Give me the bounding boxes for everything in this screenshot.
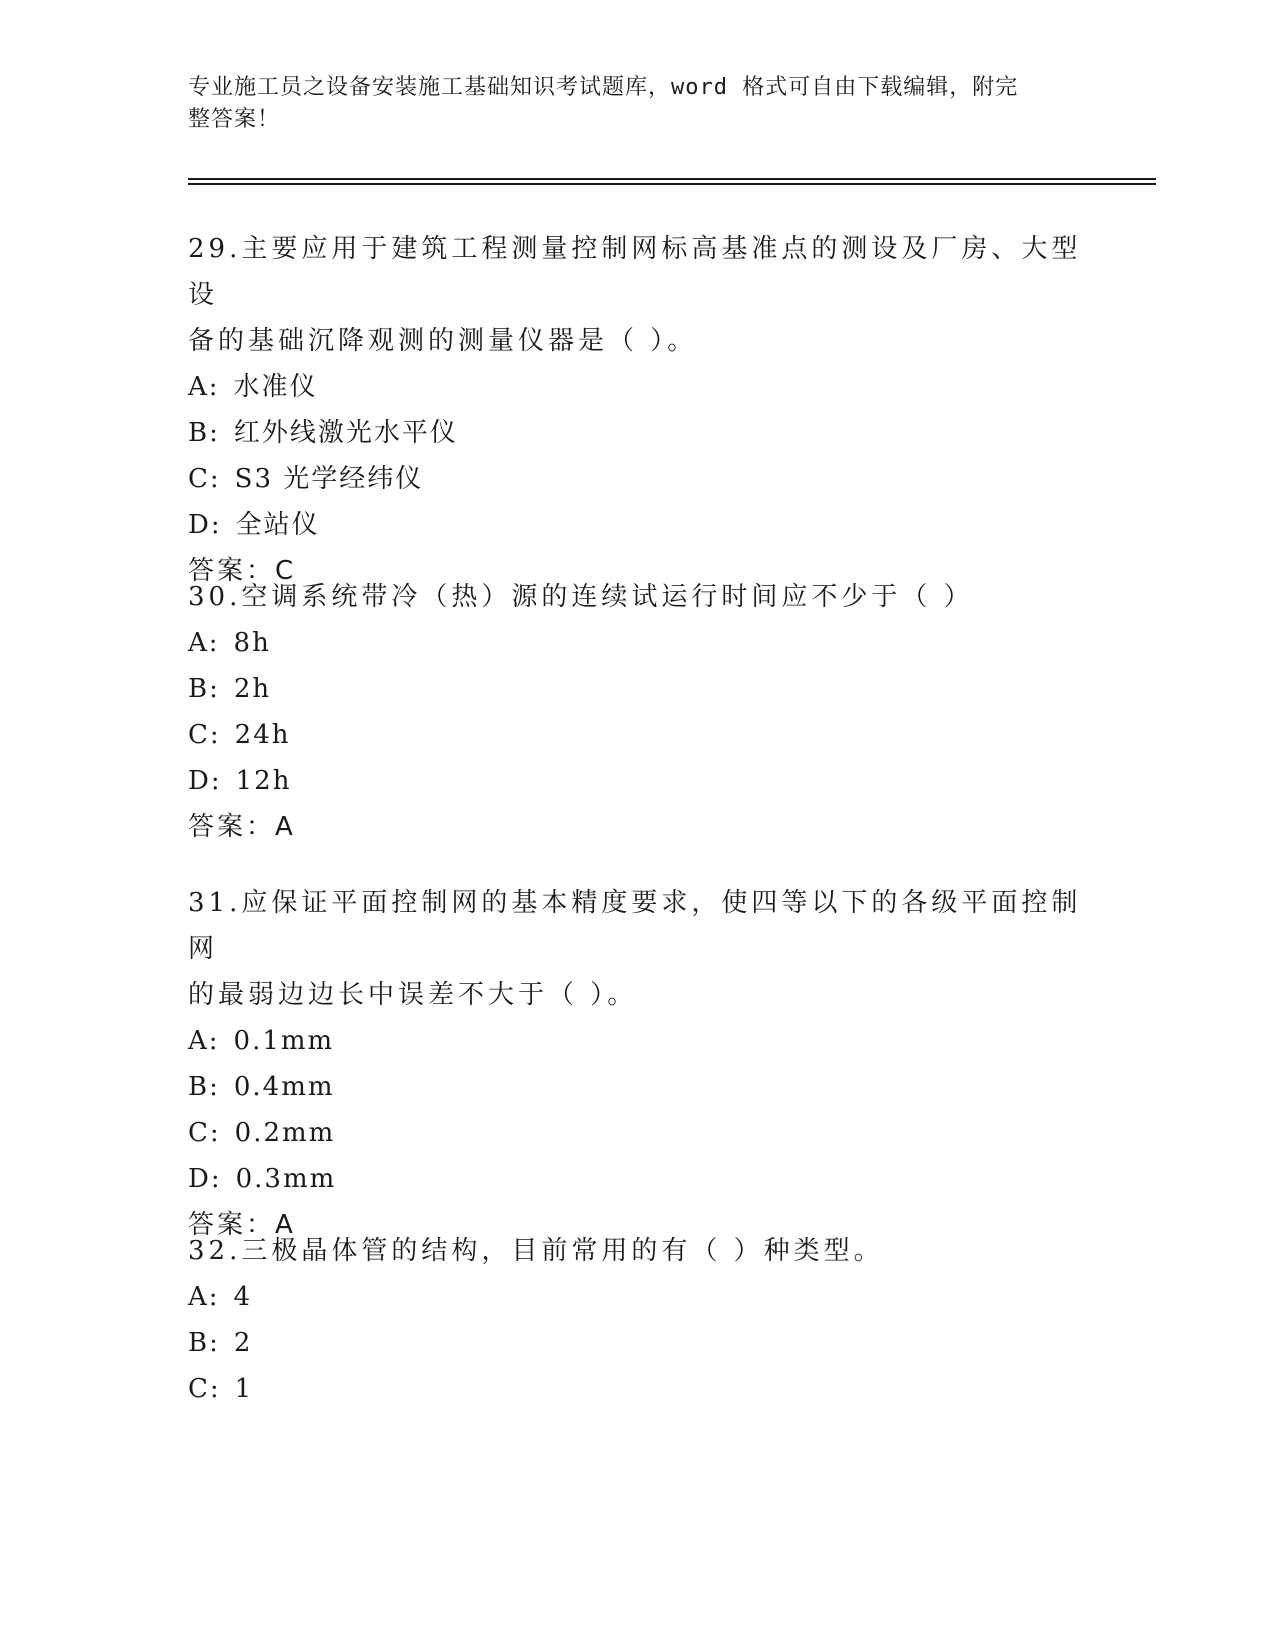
option-c [188,1110,1088,1156]
question-31 [188,880,1088,1248]
option-c [188,1366,1088,1412]
option-text: 1 [234,1374,254,1404]
option-b [188,1064,1088,1110]
option-c [188,456,1088,502]
option-key: B: [188,1328,220,1358]
question-29 [188,226,1088,594]
question-stem-line: 31.应保证平面控制网的基本精度要求，使四等以下的各级平面控制网 [188,888,1082,964]
option-key: B: [188,418,220,448]
option-a [188,1018,1088,1064]
option-text: 0.1mm [233,1026,335,1056]
option-key: D: [188,766,222,796]
question-stem-line: 29.主要应用于建筑工程测量控制网标高基准点的测设及厂房、大型设 [188,234,1082,310]
question-stem-line: 的最弱边边长中误差不大于（ ）。 [188,980,638,1010]
option-key: B: [188,674,220,704]
question-32 [188,1228,1088,1412]
option-text: S3 光学经纬仪 [234,464,424,494]
option-text: 24h [234,720,291,750]
option-d [188,758,1088,804]
option-a [188,364,1088,410]
option-key: A: [188,372,220,402]
option-text: 8h [233,628,271,658]
option-key: A: [188,1026,220,1056]
header-divider-bottom [188,183,1156,185]
option-text: 0.3mm [235,1164,337,1194]
answer-label: 答案：A [188,812,296,842]
question-stem-line: 30.空调系统带冷（热）源的连续试运行时间应不少于（ ） [188,582,974,612]
header-line-1: 专业施工员之设备安装施工基础知识考试题库，word 格式可自由下载编辑，附完 [188,75,1019,100]
question-stem-line: 32.三极晶体管的结构，目前常用的有（ ）种类型。 [188,1236,884,1266]
option-b [188,666,1088,712]
question-stem-line: 备的基础沉降观测的测量仪器是（ ）。 [188,326,698,356]
option-text: 红外线激光水平仪 [233,418,458,448]
answer-label: 答案：C [188,556,297,586]
option-a [188,1274,1088,1320]
option-key: B: [188,1072,220,1102]
option-d [188,1156,1088,1202]
option-text: 0.2mm [234,1118,336,1148]
option-text: 4 [233,1282,253,1312]
option-text: 12h [235,766,292,796]
option-key: C: [188,720,221,750]
question-30 [188,574,1088,850]
option-key: D: [188,510,222,540]
option-a [188,620,1088,666]
option-c [188,712,1088,758]
option-key: A: [188,628,220,658]
option-b [188,410,1088,456]
option-key: C: [188,464,221,494]
header-divider-top [188,178,1156,180]
option-key: C: [188,1118,221,1148]
document-header [188,72,1068,136]
option-key: C: [188,1374,221,1404]
option-text: 2h [233,674,272,704]
header-line-2: 整答案！ [188,107,281,132]
option-key: D: [188,1164,222,1194]
option-text: 0.4mm [233,1072,335,1102]
option-text: 2 [233,1328,253,1358]
answer-label: 答案：A [188,1210,296,1240]
option-b [188,1320,1088,1366]
option-text: 全站仪 [235,510,320,540]
option-d [188,502,1088,548]
option-text: 水准仪 [233,372,318,402]
option-key: A: [188,1282,220,1312]
